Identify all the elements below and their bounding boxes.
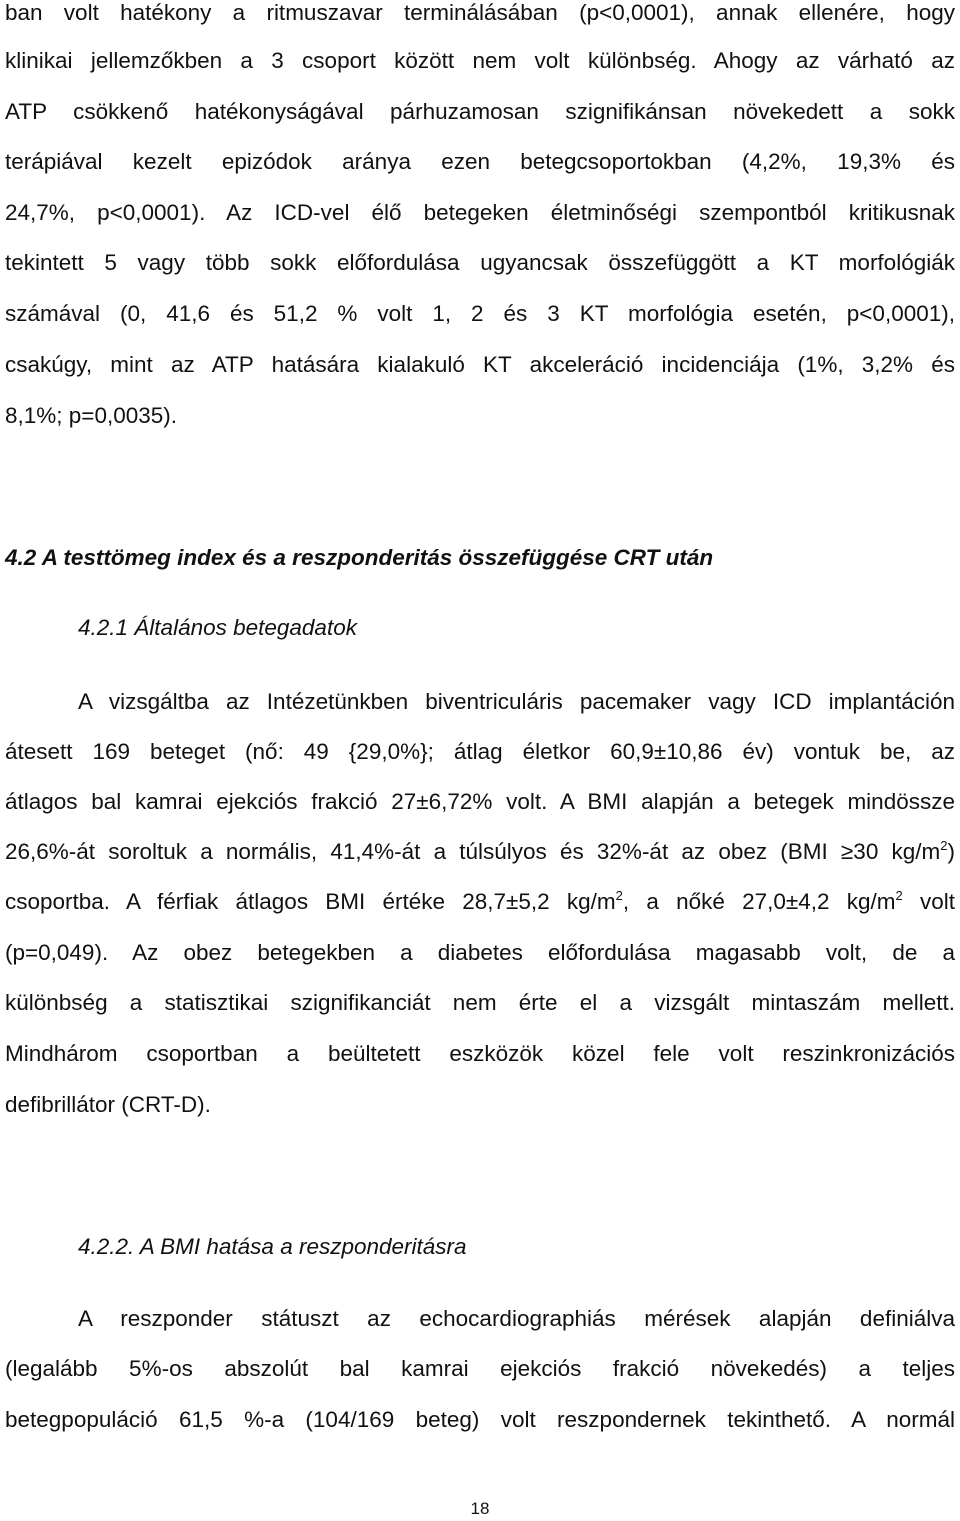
section-heading: 4.2 A testtömeg index és a reszponderitás összefüggése CRT után (5, 545, 714, 570)
body-text-line: tekintett 5 vagy több sokk előfordulása ugyancsak összefüggött a KT morfológiák (5, 250, 955, 275)
line-text: 26,6%-át soroltuk a normális, 41,4%-át a túlsúlyos és 32%-át az obez (BMI ≥30 kg/m (5, 839, 941, 864)
body-text-line: defibrillátor (CRT-D). (5, 1092, 211, 1117)
subsection-heading: 4.2.2. A BMI hatása a reszponderitásra (78, 1234, 467, 1259)
body-text-line: ban volt hatékony a ritmuszavar terminálásában (p<0,0001), annak ellenére, hogy (5, 0, 955, 25)
line-text: volt (902, 889, 955, 914)
body-text-line: A vizsgáltba az Intézetünkben biventriculáris pacemaker vagy ICD implantáción (78, 689, 955, 714)
page-number: 18 (470, 1499, 490, 1518)
line-text: , a nőké 27,0±4,2 kg/m (622, 889, 896, 914)
body-text-line: ATP csökkenő hatékonyságával párhuzamosan szignifikánsan növekedett a sokk (5, 99, 955, 124)
body-text-line: csakúgy, mint az ATP hatására kialakuló KT akceleráció incidenciája (1%, 3,2% és (5, 352, 955, 377)
body-text-line: terápiával kezelt epizódok aránya ezen betegcsoportokban (4,2%, 19,3% és (5, 149, 955, 174)
body-text-line: számával (0, 41,6 és 51,2 % volt 1, 2 és 3 KT morfológia esetén, p<0,0001), (5, 301, 955, 326)
line-text: ) (947, 839, 955, 864)
body-text-line: átlagos bal kamrai ejekciós frakció 27±6,72% volt. A BMI alapján a betegek mindössze (5, 789, 955, 814)
superscript: 2 (940, 838, 948, 853)
line-text: csoportba. A férfiak átlagos BMI értéke 28,7±5,2 kg/m (5, 889, 616, 914)
body-text-line: átesett 169 beteget (nő: 49 {29,0%}; átlag életkor 60,9±10,86 év) vontuk be, az (5, 739, 955, 764)
body-text-line: (p=0,049). Az obez betegekben a diabetes előfordulása magasabb volt, de a (5, 940, 955, 965)
body-text-line: betegpopuláció 61,5 %-a (104/169 beteg) volt reszpondernek tekinthető. A normál (5, 1407, 955, 1432)
superscript: 2 (615, 888, 623, 903)
body-text-line: 8,1%; p=0,0035). (5, 403, 178, 428)
superscript: 2 (895, 888, 903, 903)
body-text-line: A reszponder státuszt az echocardiographiás mérések alapján definiálva (78, 1306, 955, 1331)
body-text-line: különbség a statisztikai szignifikanciát nem érte el a vizsgált mintaszám mellett. (5, 990, 955, 1015)
subsection-heading: 4.2.1 Általános betegadatok (78, 615, 357, 640)
body-text-line (5, 884, 955, 920)
body-text-line: klinikai jellemzőkben a 3 csoport között nem volt különbség. Ahogy az várható az (5, 48, 955, 73)
body-text-line: Mindhárom csoportban a beültetett eszközök közel fele volt reszinkronizációs (5, 1041, 955, 1066)
body-text-line: (legalább 5%-os abszolút bal kamrai ejekciós frakció növekedés) a teljes (5, 1356, 955, 1381)
body-text-line (5, 834, 955, 870)
body-text-line: 24,7%, p<0,0001). Az ICD-vel élő betegeken életminőségi szempontból kritikusnak (5, 200, 955, 225)
